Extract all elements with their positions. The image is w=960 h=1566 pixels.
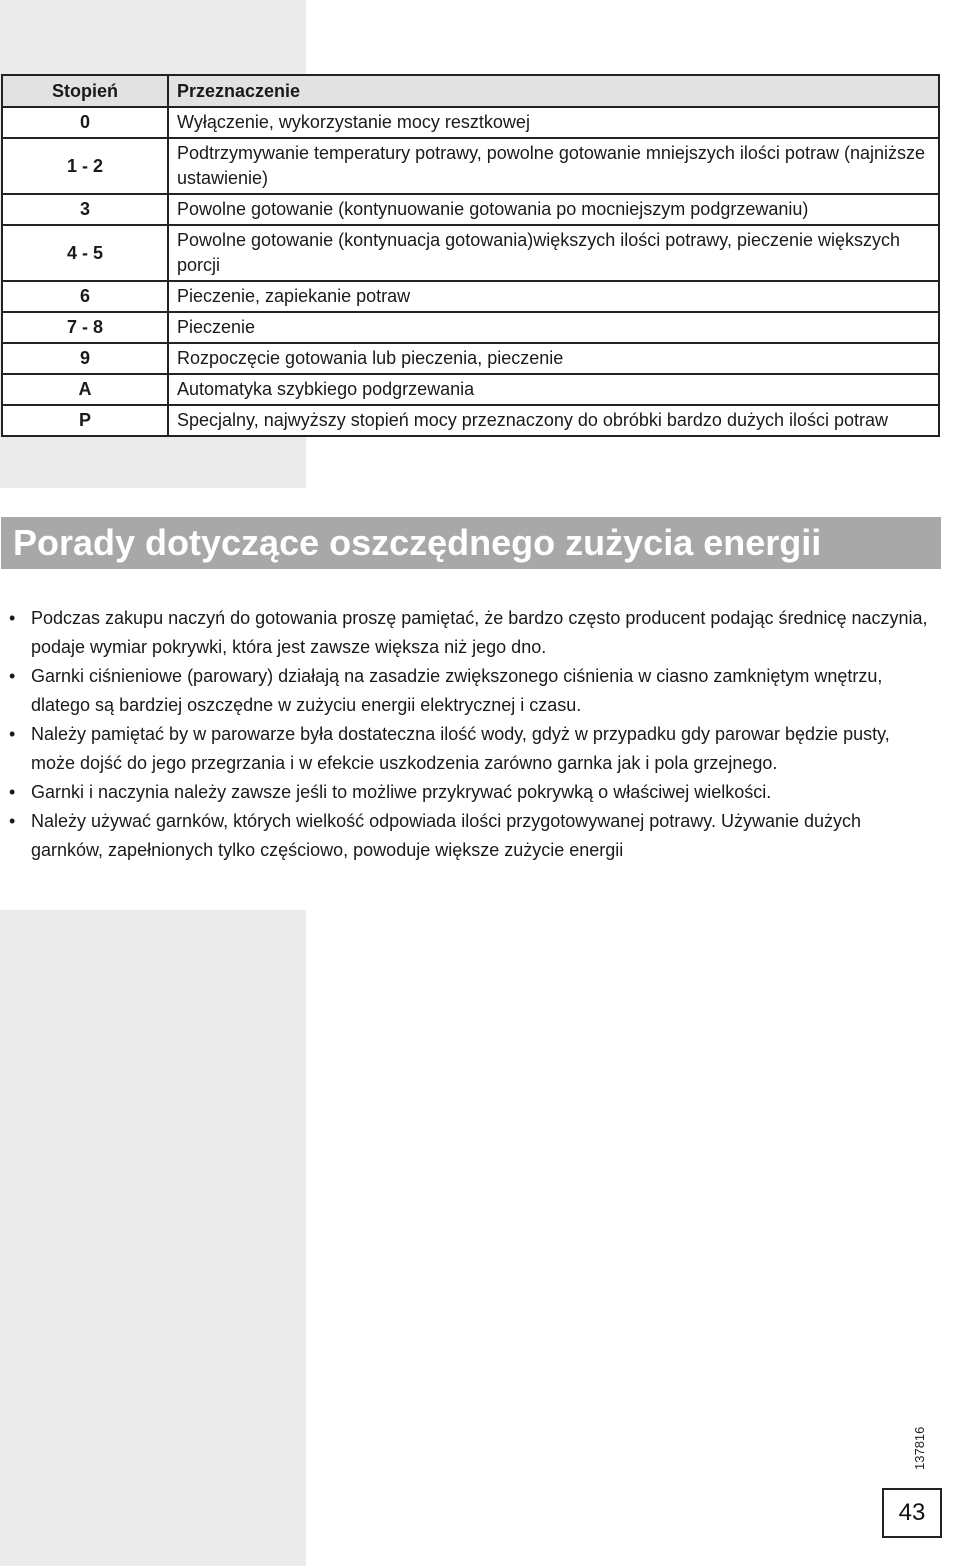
table-row — [2, 405, 939, 436]
tip-text: Podczas zakupu naczyń do gotowania proszę pamiętać, że bardzo często producent podając średnicę naczynia, podaje wymiar pokrywki, która jest zawsze większa niż jego dno. — [31, 608, 928, 657]
level-cell: 9 — [2, 343, 168, 374]
table-row — [2, 312, 939, 343]
table-row — [2, 374, 939, 405]
section-header-bar — [1, 517, 941, 569]
bullet-icon: • — [9, 724, 16, 744]
level-cell: 4 - 5 — [2, 225, 168, 281]
power-levels-table — [1, 74, 940, 437]
purpose-cell: Pieczenie, zapiekanie potraw — [168, 281, 939, 312]
section-title: Porady dotyczące oszczędnego zużycia energii — [13, 522, 822, 563]
purpose-cell: Wyłączenie, wykorzystanie mocy resztkowej — [168, 107, 939, 138]
level-cell: P — [2, 405, 168, 436]
table-row — [2, 225, 939, 281]
table-row — [2, 138, 939, 194]
level-cell: 0 — [2, 107, 168, 138]
tip-text: Garnki i naczynia należy zawsze jeśli to możliwe przykrywać pokrywką o właściwej wielkości. — [31, 782, 772, 802]
purpose-cell: Podtrzymywanie temperatury potrawy, powolne gotowanie mniejszych ilości potraw (najniższe ustawienie) — [168, 138, 939, 194]
level-cell: A — [2, 374, 168, 405]
tip-text: Należy pamiętać by w parowarze była dostateczna ilość wody, gdyż w przypadku gdy parowar będzie pusty, może dojść do jego przegrzania i w efekcie uszkodzenia zarówno garnka jak i pola grzejnego. — [31, 724, 890, 773]
table-header-row — [2, 75, 939, 107]
table-row — [2, 194, 939, 225]
page-number-box — [882, 1488, 942, 1538]
tip-text: Garnki ciśnieniowe (parowary) działają na zasadzie zwiększonego ciśnienia w ciasno zamkniętym wnętrzu, dlatego są bardziej oszczędne w zużyciu energii elektrycznej i czasu. — [31, 666, 883, 715]
table-row — [2, 343, 939, 374]
energy-tips-list — [0, 604, 935, 865]
purpose-cell: Powolne gotowanie (kontynuowanie gotowania po mocniejszym podgrzewaniu) — [168, 194, 939, 225]
header-level: Stopień — [2, 75, 168, 107]
list-item — [0, 807, 935, 865]
table-row — [2, 281, 939, 312]
list-item — [0, 604, 935, 662]
list-item — [0, 778, 935, 807]
list-item — [0, 720, 935, 778]
list-item — [0, 662, 935, 720]
level-cell: 3 — [2, 194, 168, 225]
bullet-icon: • — [9, 782, 16, 802]
bullet-icon: • — [9, 666, 16, 686]
purpose-cell: Rozpoczęcie gotowania lub pieczenia, pieczenie — [168, 343, 939, 374]
purpose-cell: Pieczenie — [168, 312, 939, 343]
table-row — [2, 107, 939, 138]
level-cell: 1 - 2 — [2, 138, 168, 194]
bullet-icon: • — [9, 811, 16, 831]
page-number: 43 — [898, 1499, 926, 1526]
purpose-cell: Automatyka szybkiego podgrzewania — [168, 374, 939, 405]
tip-text: Należy używać garnków, których wielkość odpowiada ilości przygotowywanej potrawy. Używanie dużych garnków, zapełnionych tylko częściowo, powoduje większe zużycie energii — [31, 811, 862, 860]
header-purpose: Przeznaczenie — [168, 75, 939, 107]
purpose-cell: Specjalny, najwyższy stopień mocy przeznaczony do obróbki bardzo dużych ilości potraw — [168, 405, 939, 436]
level-cell: 7 - 8 — [2, 312, 168, 343]
bullet-icon: • — [9, 608, 16, 628]
level-cell: 6 — [2, 281, 168, 312]
purpose-cell: Powolne gotowanie (kontynuacja gotowania)większych ilości potrawy, pieczenie większych porcji — [168, 225, 939, 281]
document-code: 137816 — [912, 1426, 927, 1470]
